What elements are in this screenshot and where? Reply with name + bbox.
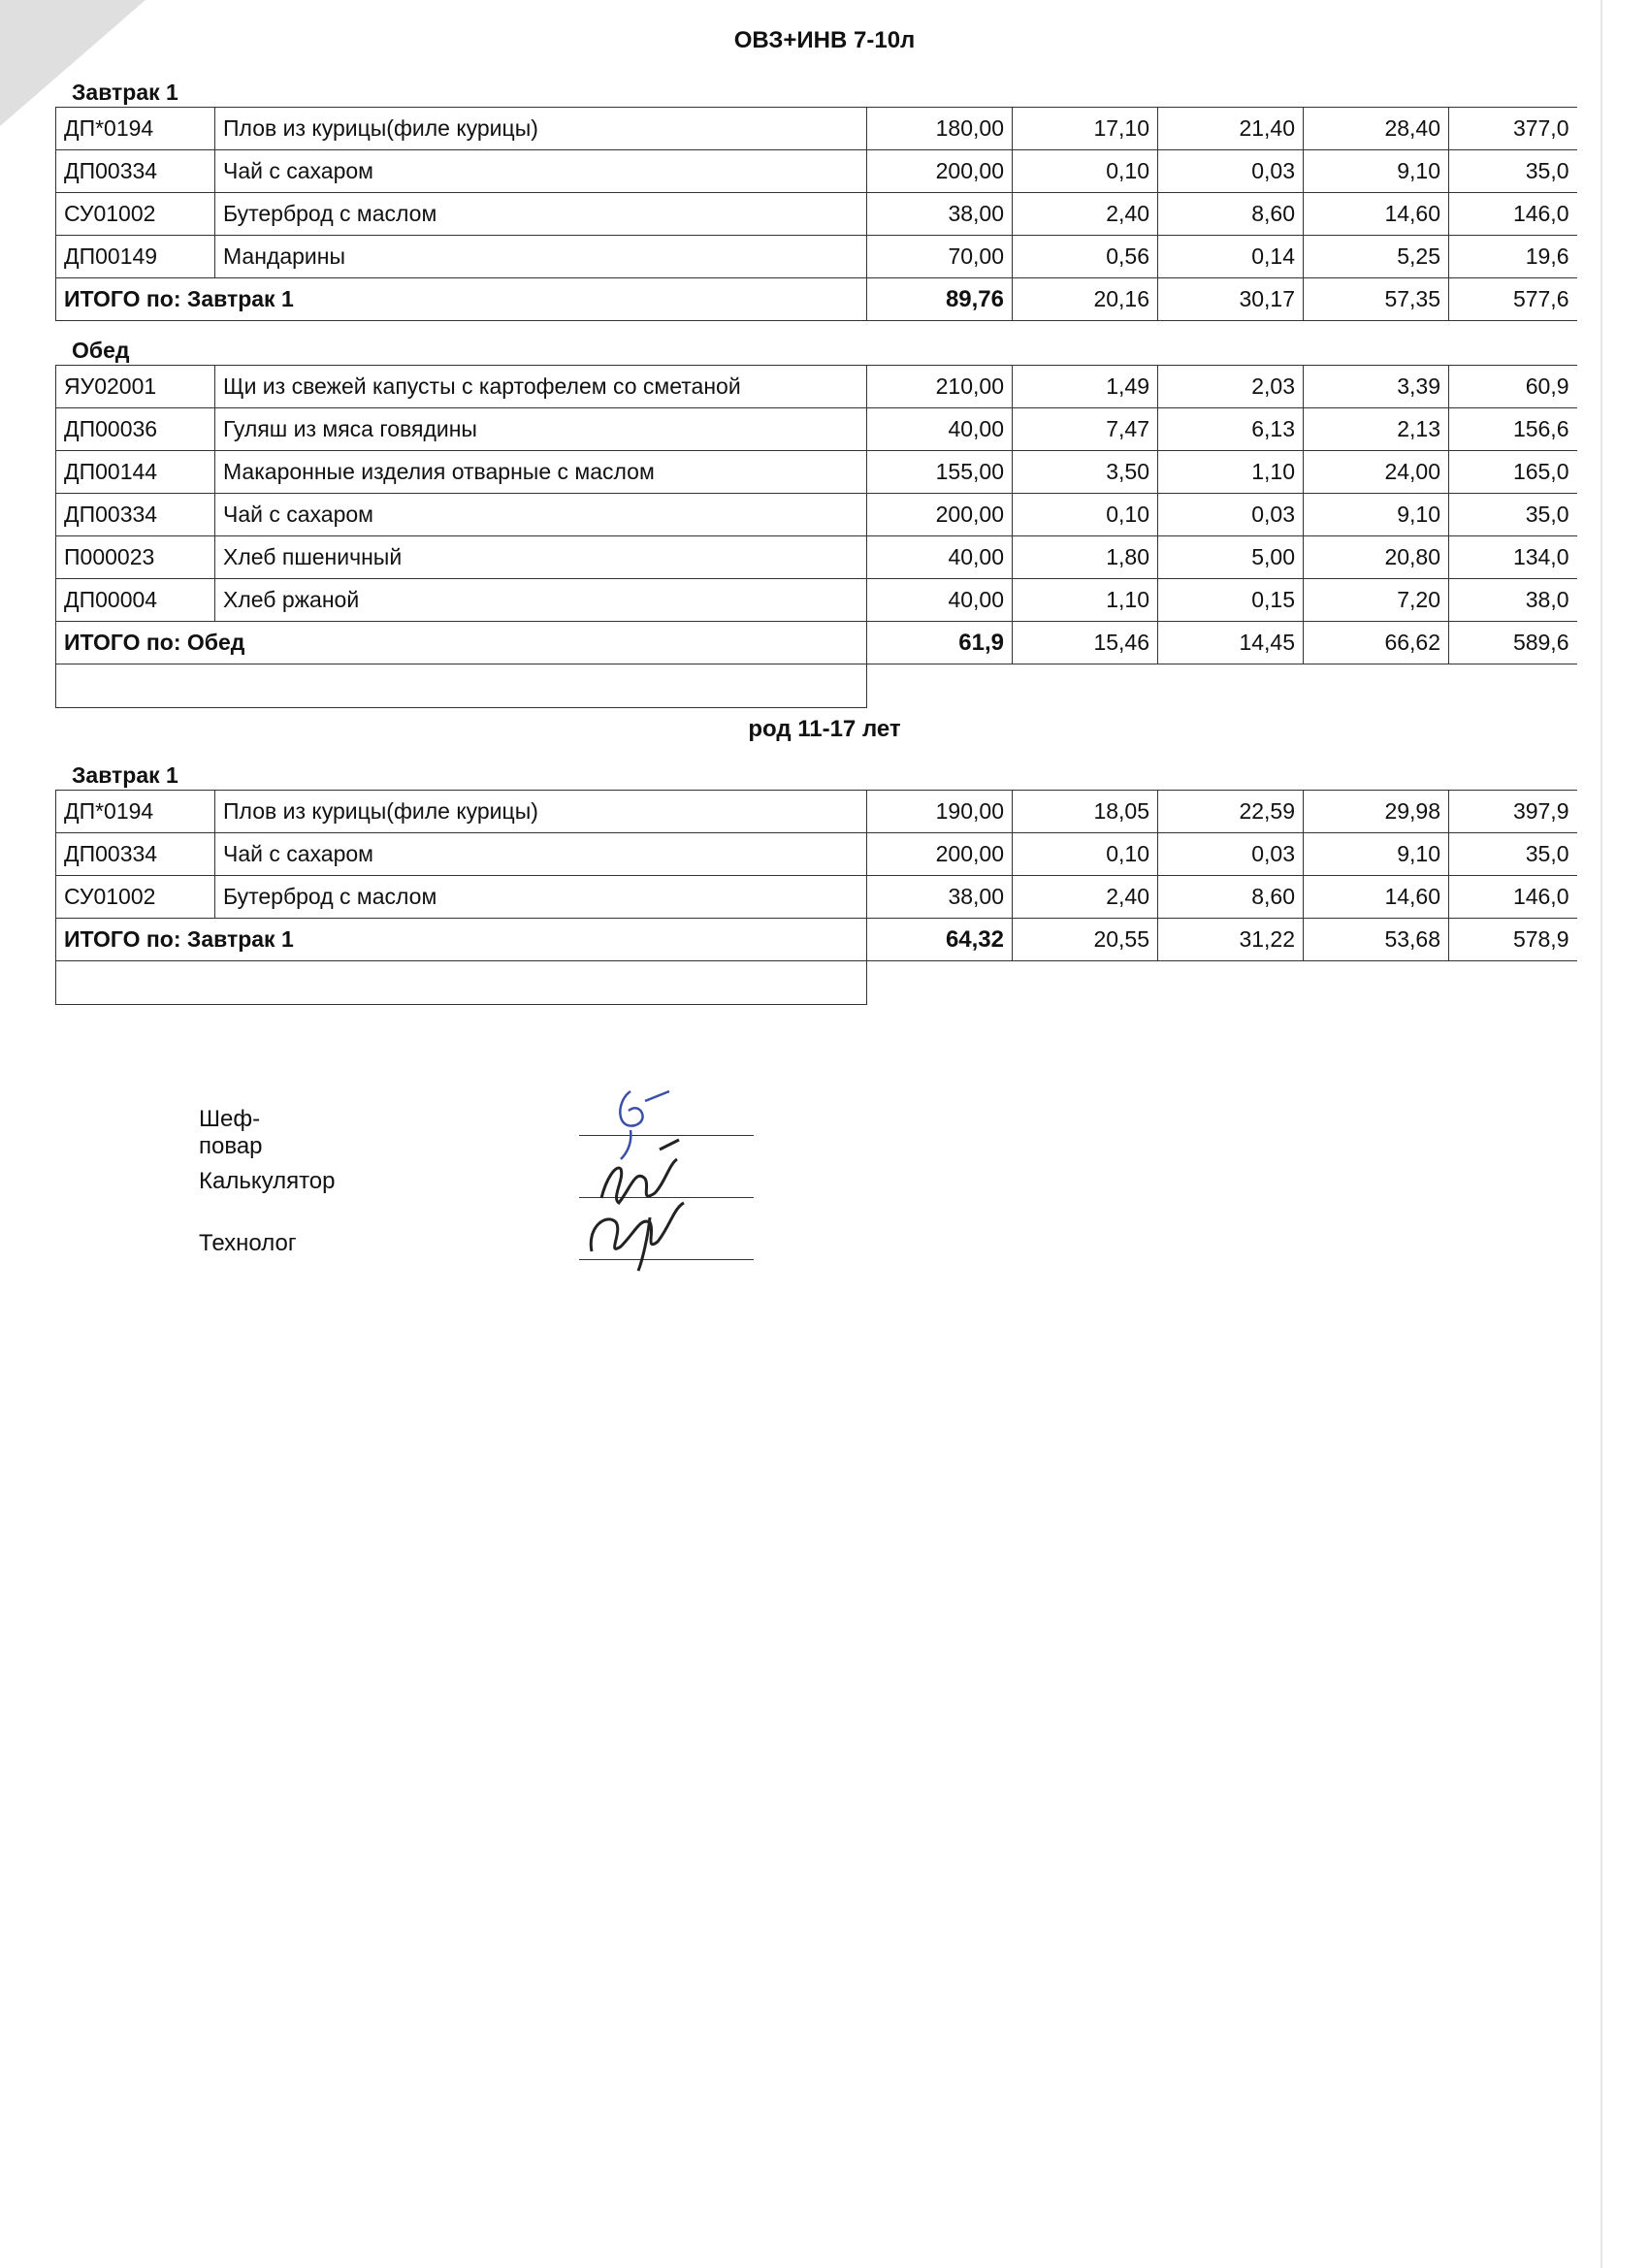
dish-protein: 2,40 xyxy=(1013,193,1158,236)
dish-carbs: 14,60 xyxy=(1304,876,1449,919)
total-row xyxy=(56,622,1577,664)
dish-protein: 0,10 xyxy=(1013,833,1158,876)
technologist-label: Технолог xyxy=(199,1230,297,1256)
dish-name: Чай с сахаром xyxy=(215,833,867,876)
dish-carbs: 9,10 xyxy=(1304,494,1449,536)
document-title: ОВЗ+ИНВ 7-10л xyxy=(733,27,916,53)
empty-row xyxy=(56,961,1577,1005)
total-weight: 61,9 xyxy=(867,622,1013,664)
menu-table-breakfast-11-17 xyxy=(55,790,1577,1005)
dish-code: ДП00334 xyxy=(56,494,215,536)
group-label-breakfast-2: Завтрак 1 xyxy=(72,762,178,788)
total-protein: 20,55 xyxy=(1013,919,1158,961)
dish-fat: 0,15 xyxy=(1158,579,1304,622)
dish-kcal: 35,0 xyxy=(1449,494,1577,536)
dish-name: Бутерброд с маслом xyxy=(215,876,867,919)
dish-name: Плов из курицы(филе курицы) xyxy=(215,108,867,150)
dish-carbs: 7,20 xyxy=(1304,579,1449,622)
dish-kcal: 60,9 xyxy=(1449,366,1577,408)
dish-fat: 22,59 xyxy=(1158,791,1304,833)
menu-table-breakfast-7-10 xyxy=(55,107,1577,321)
dish-name: Макаронные изделия отварные с маслом xyxy=(215,451,867,494)
dish-kcal: 38,0 xyxy=(1449,579,1577,622)
total-fat: 31,22 xyxy=(1158,919,1304,961)
dish-kcal: 35,0 xyxy=(1449,833,1577,876)
total-carbs: 66,62 xyxy=(1304,622,1449,664)
dish-weight: 200,00 xyxy=(867,494,1013,536)
menu-table-lunch-7-10 xyxy=(55,365,1577,708)
total-label: ИТОГО по: Завтрак 1 xyxy=(56,278,867,321)
empty-row xyxy=(56,664,1577,708)
dish-protein: 0,10 xyxy=(1013,494,1158,536)
total-label: ИТОГО по: Обед xyxy=(56,622,867,664)
dish-name: Чай с сахаром xyxy=(215,494,867,536)
dish-carbs: 28,40 xyxy=(1304,108,1449,150)
dish-weight: 40,00 xyxy=(867,408,1013,451)
total-row xyxy=(56,278,1577,321)
dish-carbs: 2,13 xyxy=(1304,408,1449,451)
total-kcal: 589,6 xyxy=(1449,622,1577,664)
total-protein: 15,46 xyxy=(1013,622,1158,664)
dish-name: Хлеб ржаной xyxy=(215,579,867,622)
dish-carbs: 5,25 xyxy=(1304,236,1449,278)
dish-kcal: 397,9 xyxy=(1449,791,1577,833)
chef-label: Шеф-повар xyxy=(199,1106,263,1159)
table-row xyxy=(56,366,1577,408)
dish-code: СУ01002 xyxy=(56,193,215,236)
dish-protein: 0,10 xyxy=(1013,150,1158,193)
dish-code: ДП*0194 xyxy=(56,108,215,150)
dish-protein: 1,49 xyxy=(1013,366,1158,408)
dish-kcal: 35,0 xyxy=(1449,150,1577,193)
table-row xyxy=(56,791,1577,833)
calculator-label: Калькулятор xyxy=(199,1168,336,1194)
dish-code: СУ01002 xyxy=(56,876,215,919)
dish-weight: 38,00 xyxy=(867,193,1013,236)
dish-weight: 40,00 xyxy=(867,579,1013,622)
dish-code: ДП00149 xyxy=(56,236,215,278)
total-weight: 89,76 xyxy=(867,278,1013,321)
section-title-11-17: род 11-17 лет xyxy=(748,716,901,742)
dish-kcal: 134,0 xyxy=(1449,536,1577,579)
dish-weight: 190,00 xyxy=(867,791,1013,833)
dish-carbs: 29,98 xyxy=(1304,791,1449,833)
dish-name: Щи из свежей капусты с картофелем со сметаной xyxy=(215,366,867,408)
total-kcal: 578,9 xyxy=(1449,919,1577,961)
total-fat: 14,45 xyxy=(1158,622,1304,664)
dish-kcal: 146,0 xyxy=(1449,193,1577,236)
dish-carbs: 9,10 xyxy=(1304,150,1449,193)
dish-code: ДП00004 xyxy=(56,579,215,622)
dish-code: ДП00036 xyxy=(56,408,215,451)
dish-protein: 0,56 xyxy=(1013,236,1158,278)
dish-kcal: 165,0 xyxy=(1449,451,1577,494)
dish-fat: 8,60 xyxy=(1158,876,1304,919)
dish-carbs: 24,00 xyxy=(1304,451,1449,494)
dish-fat: 0,14 xyxy=(1158,236,1304,278)
dish-fat: 0,03 xyxy=(1158,833,1304,876)
total-row xyxy=(56,919,1577,961)
dish-fat: 8,60 xyxy=(1158,193,1304,236)
total-weight: 64,32 xyxy=(867,919,1013,961)
dish-carbs: 20,80 xyxy=(1304,536,1449,579)
total-kcal: 577,6 xyxy=(1449,278,1577,321)
group-label-breakfast: Завтрак 1 xyxy=(72,80,178,105)
dish-fat: 0,03 xyxy=(1158,494,1304,536)
dish-fat: 1,10 xyxy=(1158,451,1304,494)
dish-name: Чай с сахаром xyxy=(215,150,867,193)
handwritten-signatures xyxy=(563,1072,757,1276)
dish-protein: 1,10 xyxy=(1013,579,1158,622)
dish-name: Гуляш из мяса говядины xyxy=(215,408,867,451)
table-row xyxy=(56,193,1577,236)
total-carbs: 57,35 xyxy=(1304,278,1449,321)
table-row xyxy=(56,150,1577,193)
dish-code: ДП00144 xyxy=(56,451,215,494)
dish-weight: 210,00 xyxy=(867,366,1013,408)
scan-edge xyxy=(1600,0,1602,2268)
table-row xyxy=(56,451,1577,494)
dish-code: П000023 xyxy=(56,536,215,579)
dish-weight: 200,00 xyxy=(867,833,1013,876)
dish-protein: 3,50 xyxy=(1013,451,1158,494)
table-row xyxy=(56,579,1577,622)
dish-fat: 0,03 xyxy=(1158,150,1304,193)
dish-code: ЯУ02001 xyxy=(56,366,215,408)
dish-fat: 5,00 xyxy=(1158,536,1304,579)
total-protein: 20,16 xyxy=(1013,278,1158,321)
dish-weight: 70,00 xyxy=(867,236,1013,278)
table-row xyxy=(56,536,1577,579)
dish-weight: 40,00 xyxy=(867,536,1013,579)
dish-weight: 38,00 xyxy=(867,876,1013,919)
table-row xyxy=(56,236,1577,278)
dish-fat: 6,13 xyxy=(1158,408,1304,451)
table-row xyxy=(56,408,1577,451)
dish-kcal: 146,0 xyxy=(1449,876,1577,919)
dish-kcal: 156,6 xyxy=(1449,408,1577,451)
total-label: ИТОГО по: Завтрак 1 xyxy=(56,919,867,961)
table-row xyxy=(56,494,1577,536)
dish-protein: 1,80 xyxy=(1013,536,1158,579)
total-fat: 30,17 xyxy=(1158,278,1304,321)
dish-protein: 18,05 xyxy=(1013,791,1158,833)
dish-code: ДП*0194 xyxy=(56,791,215,833)
dish-carbs: 9,10 xyxy=(1304,833,1449,876)
dish-name: Мандарины xyxy=(215,236,867,278)
table-row xyxy=(56,876,1577,919)
dish-name: Хлеб пшеничный xyxy=(215,536,867,579)
dish-protein: 2,40 xyxy=(1013,876,1158,919)
group-label-lunch: Обед xyxy=(72,338,130,363)
dish-name: Плов из курицы(филе курицы) xyxy=(215,791,867,833)
dish-code: ДП00334 xyxy=(56,833,215,876)
dish-name: Бутерброд с маслом xyxy=(215,193,867,236)
dish-carbs: 14,60 xyxy=(1304,193,1449,236)
table-row xyxy=(56,833,1577,876)
dish-protein: 7,47 xyxy=(1013,408,1158,451)
dish-protein: 17,10 xyxy=(1013,108,1158,150)
dish-kcal: 377,0 xyxy=(1449,108,1577,150)
dish-weight: 155,00 xyxy=(867,451,1013,494)
dish-fat: 2,03 xyxy=(1158,366,1304,408)
dish-carbs: 3,39 xyxy=(1304,366,1449,408)
dish-weight: 180,00 xyxy=(867,108,1013,150)
dish-code: ДП00334 xyxy=(56,150,215,193)
total-carbs: 53,68 xyxy=(1304,919,1449,961)
dish-kcal: 19,6 xyxy=(1449,236,1577,278)
dish-weight: 200,00 xyxy=(867,150,1013,193)
dish-fat: 21,40 xyxy=(1158,108,1304,150)
table-row xyxy=(56,108,1577,150)
